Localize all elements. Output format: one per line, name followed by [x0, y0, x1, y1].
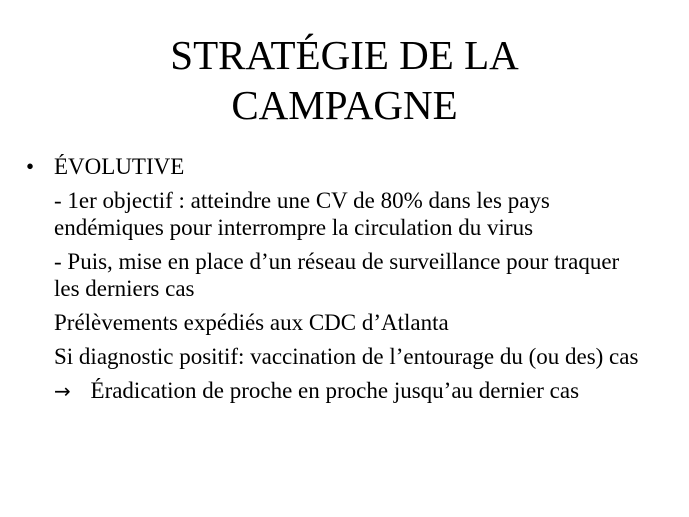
- sub-item-positive-diagnosis: Si diagnostic positif: vaccination de l’entourage du (ou des) cas: [54, 344, 639, 369]
- bullet-dot-icon: •: [26, 154, 35, 179]
- slide-title-line-2: CAMPAGNE: [231, 82, 458, 128]
- sub-item-surveillance-network: - Puis, mise en place d’un réseau de surveillance pour traquer les derniers cas: [54, 249, 620, 301]
- eradication-text: Éradication de proche en proche jusqu’au dernier cas: [90, 378, 580, 403]
- bullet-label: ÉVOLUTIVE: [54, 154, 185, 179]
- slide-content: [24, 153, 644, 412]
- sub-item-eradication: [24, 377, 644, 405]
- sub-item-samples-cdc: Prélèvements expédiés aux CDC d’Atlanta: [54, 310, 449, 335]
- right-arrow-icon: →: [54, 379, 71, 403]
- slide-title-line-1: STRATÉGIE DE LA: [170, 32, 519, 78]
- bullet-evolutive: [24, 153, 644, 181]
- slide-title: [0, 30, 689, 130]
- sub-item-first-objective: - 1er objectif : atteindre une CV de 80% dans les pays endémiques pour interrompre la circulation du virus: [54, 188, 550, 240]
